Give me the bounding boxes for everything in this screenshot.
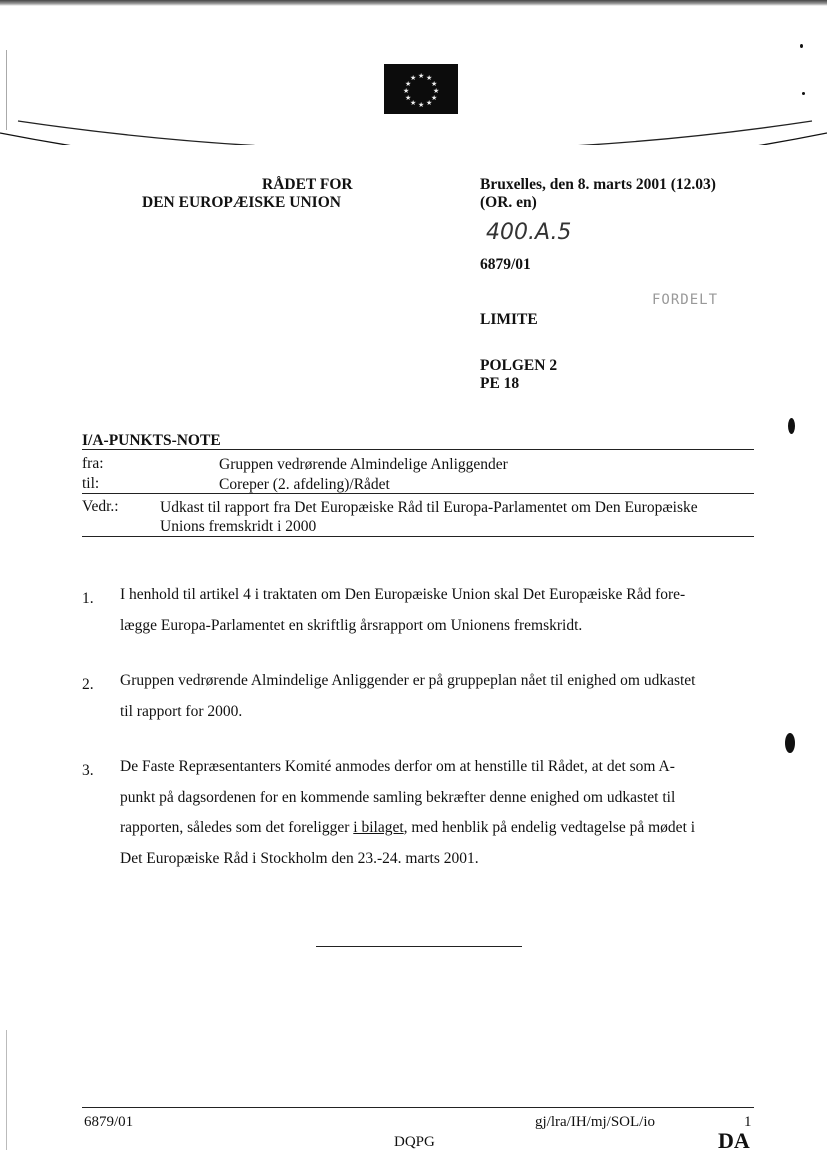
footer-page-number: 1 <box>744 1114 752 1130</box>
punch-mark <box>788 418 795 434</box>
divider <box>82 536 754 537</box>
annex-reference: i bilaget <box>353 819 404 836</box>
svg-text:★: ★ <box>405 94 412 102</box>
paragraph-line: lægge Europa-Parlamentet en skriftlig årsrapport om Unionens fremskridt. <box>120 616 583 634</box>
paragraph-line: De Faste Repræsentanters Komité anmodes derfor om at henstille til Rådet, at det som A- <box>120 758 675 775</box>
classification: LIMITE <box>480 311 538 328</box>
from-value: Gruppen vedrørende Almindelige Anliggender <box>219 456 508 473</box>
from-label: fra: <box>82 455 104 472</box>
paragraph-line: Det Europæiske Råd i Stockholm den 23.-24. marts 2001. <box>120 849 479 867</box>
divider <box>82 493 754 494</box>
paragraph-number: 3. <box>82 762 94 779</box>
svg-text:★: ★ <box>410 74 417 82</box>
footer-language: DA <box>718 1128 750 1153</box>
text-run: , med henblik på endelig vedtagelse på mødet i <box>403 819 696 836</box>
paragraph-line <box>120 813 760 844</box>
svg-text:★: ★ <box>418 72 425 80</box>
svg-text:★: ★ <box>431 80 438 88</box>
end-rule <box>316 946 522 947</box>
subject-code-2: PE 18 <box>480 375 520 392</box>
footer-doc-number: 6879/01 <box>84 1114 134 1130</box>
punch-mark <box>785 733 795 753</box>
paragraph-2 <box>120 666 760 727</box>
svg-text:★: ★ <box>403 87 410 95</box>
footer-service: DQPG <box>394 1134 435 1150</box>
handwritten-reference: 400.A.5 <box>486 220 572 245</box>
council-name-line1: RÅDET FOR <box>262 176 353 193</box>
svg-text:★: ★ <box>418 101 425 109</box>
svg-text:★: ★ <box>426 99 433 107</box>
paragraph-line: Gruppen vedrørende Almindelige Anliggender er på gruppeplan nået til enighed om udkastet <box>120 672 696 689</box>
paragraph-number: 1. <box>82 590 94 607</box>
paragraph-line: I henhold til artikel 4 i traktaten om Den Europæiske Union skal Det Europæiske Råd fore- <box>120 586 686 603</box>
subject-label: Vedr.: <box>82 498 119 515</box>
scan-edge-left <box>6 50 7 130</box>
paragraph-line: punkt på dagsordenen for en kommende samling bekræfter denne enighed om udkastet til <box>120 788 676 806</box>
document-number: 6879/01 <box>480 256 531 273</box>
eu-stars-icon <box>384 64 458 114</box>
scan-edge-left <box>6 1030 7 1150</box>
subject-code-1: POLGEN 2 <box>480 357 558 374</box>
divider <box>82 449 754 450</box>
scan-speck <box>802 92 805 95</box>
paragraph-3 <box>120 752 760 874</box>
to-value: Coreper (2. afdeling)/Rådet <box>219 476 390 493</box>
subject-line-1: Udkast til rapport fra Det Europæiske Råd til Europa-Parlamentet om Den Europæiske <box>160 499 698 516</box>
svg-text:★: ★ <box>433 87 440 95</box>
date-line: Bruxelles, den 8. marts 2001 (12.03) <box>480 176 716 193</box>
paragraph-line: til rapport for 2000. <box>120 702 243 720</box>
footer-divider <box>82 1107 754 1108</box>
distribution-stamp: FORDELT <box>652 292 719 308</box>
paragraph-number: 2. <box>82 676 94 693</box>
council-name-line2: DEN EUROPÆISKE UNION <box>142 194 341 211</box>
to-label: til: <box>82 475 100 492</box>
eu-flag-logo <box>384 64 458 114</box>
svg-text:★: ★ <box>405 80 412 88</box>
subject-line-2: Unions fremskridt i 2000 <box>160 518 317 535</box>
note-title: I/A-PUNKTS-NOTE <box>82 432 221 449</box>
footer-reference: gj/lra/IH/mj/SOL/io <box>535 1114 655 1130</box>
svg-text:★: ★ <box>431 94 438 102</box>
paragraph-1 <box>120 580 760 641</box>
svg-text:★: ★ <box>410 99 417 107</box>
svg-text:★: ★ <box>426 74 433 82</box>
text-run: rapporten, således som det foreligger <box>120 819 354 836</box>
scan-edge <box>0 0 827 6</box>
scan-speck <box>800 44 803 48</box>
original-language: (OR. en) <box>480 194 537 211</box>
